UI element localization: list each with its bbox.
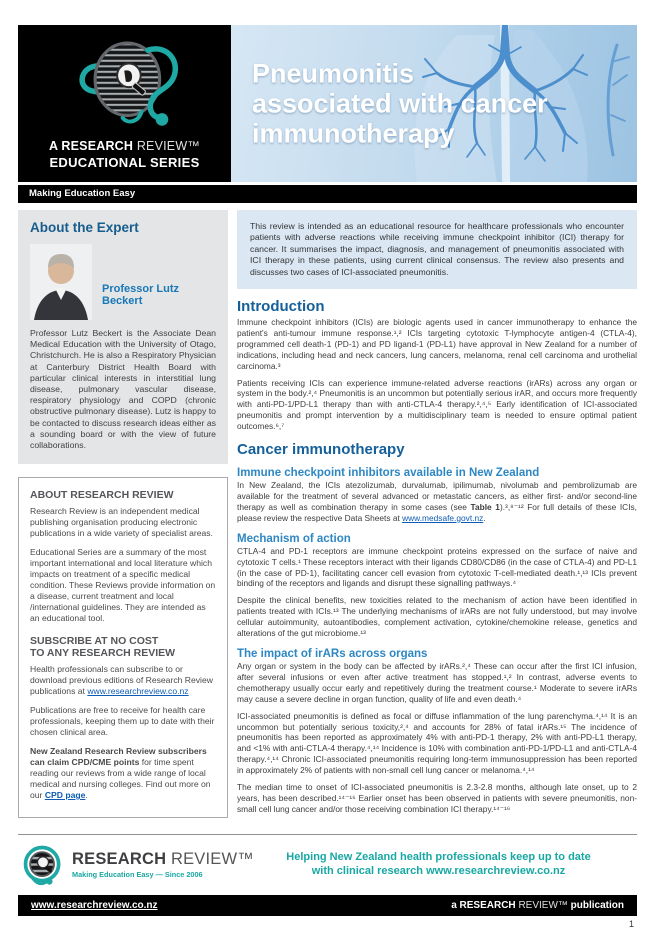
text-segment: New Zealand Research Review subscribers can claim CPD/CME points	[30, 746, 207, 768]
medsafe-link[interactable]: www.medsafe.govt.nz	[402, 512, 484, 523]
expert-bio: Professor Lutz Beckert is the Associate Dean Medical Education with the University of Otago, Christchurch. He is also a Respiratory Physician at Canterbury District Health Board with particular clinical interests in interstitial lung disease, pulmonary vascular disease, respiratory physiology and COPD (chronic obstructive pulmonary disease). Lutz is happy to be contacted to discuss research ideas either as a sounding board or with the view of future collaborations.	[30, 328, 216, 451]
about-expert-heading: About the Expert	[30, 220, 139, 235]
text-segment: a RESEARCH	[451, 899, 519, 911]
introduction-heading: Introduction	[237, 298, 325, 316]
title-line-1: Pneumonitis	[252, 58, 415, 89]
introduction-p2: Patients receiving ICIs can experience immune-related adverse reactions (irARs) across any organ or system in the body.²,⁴ Pneumonitis is an uncommon but potentially serious irAR, and occurs more frequently with anti-PD-1/PD-L1 therapy than with anti-CTLA-4 therapy.²,⁴,⁵ Early identification of ICI-associated pneumonitis and prompt intervention by a multidisciplinary team is needed to ensure optimal patient outcomes.⁶,⁷	[237, 377, 637, 432]
review-summary-box: This review is intended as an educational resource for healthcare professionals who encounter patients with adverse reactions while receiving immune checkpoint inhibitor (ICI) therapy for cancer. It summarises the impact, diagnosis, and management of pneumonitis associated with ICI therapy in these patients, using current clinical consensus. The review also presents and discusses two cases of ICI-associated pneumonitis.	[237, 210, 637, 289]
logo-line2: EDUCATIONAL SERIES	[49, 154, 200, 170]
cpd-points-p	[30, 746, 216, 801]
title-line-2: associated with cancer	[252, 88, 548, 119]
footer-tagline	[272, 851, 635, 878]
content	[18, 210, 637, 821]
sidebar	[18, 210, 228, 818]
research-review-logo-icon	[20, 842, 66, 888]
text-segment: .	[483, 512, 486, 523]
free-publications-p: Publications are free to receive for health care professionals, keeping them up to date with their chosen clinical area.	[30, 705, 215, 738]
subscribe-heading-line2: TO ANY RESEARCH REVIEW	[30, 647, 176, 660]
footer-tagline-line2: with clinical research www.researchreview.co.nz	[311, 864, 566, 877]
about-rr-heading: ABOUT RESEARCH REVIEW	[30, 489, 174, 502]
icis-heading: Immune checkpoint inhibitors available in New Zealand	[237, 467, 540, 480]
making-education-easy-bar: Making Education Easy	[18, 185, 637, 203]
text-segment: In New Zealand, the ICIs atezolizumab, durvalumab, ipilimumab, nivolumab and pembrolizumab are available for the treatment of several advanced or metastatic cancers, as either first- and/or second-line therapy as well as combination therapy in some cases (see	[237, 480, 637, 512]
subscribe-link[interactable]: www.researchreview.co.nz	[87, 686, 189, 697]
logo-line1	[49, 139, 200, 155]
text-segment: REVIEW™	[166, 850, 254, 869]
text-segment: REVIEW™	[518, 899, 568, 911]
footer-logo-tagline: Making Education Easy — Since 2006	[72, 870, 203, 880]
text-segment: Table 1	[470, 501, 500, 512]
title-banner	[231, 25, 637, 182]
text-segment: RESEARCH	[72, 850, 167, 869]
subscribe-p	[30, 664, 216, 697]
footer-logo-title	[72, 850, 254, 869]
expert-name: Professor Lutz Beckert	[102, 283, 180, 307]
text-segment: REVIEW™	[136, 139, 201, 154]
footer-logo-text	[72, 850, 254, 879]
stethoscope-globe-icon	[66, 36, 184, 132]
subscribe-heading-line1: SUBSCRIBE AT NO COST	[30, 634, 159, 647]
icis-p	[237, 480, 637, 524]
text-segment: .	[85, 790, 88, 801]
footer-publication-label	[451, 900, 624, 911]
impact-heading: The impact of irARs across organs	[237, 647, 428, 660]
impact-p1: Any organ or system in the body can be affected by irARs.²,⁴ These can occur after the first ICI infusion, after several infusions or even after active treatment has stopped.¹,² In contrast, adverse events to chemotherapy usually occur early and repetitively during the treatment course.¹ Moderate to severe irARs may cause a severe decline in organ function, quality of life and even death.⁴	[237, 660, 637, 704]
about-rr-p1: Research Review is an independent medical publishing organisation producing electronic publications in a wide variety of specialist areas.	[30, 505, 213, 538]
page-number: 1	[628, 918, 634, 929]
title-line-3: immunotherapy	[252, 118, 455, 149]
footer-row	[18, 835, 637, 895]
cpd-page-link[interactable]: CPD page	[44, 790, 86, 801]
text-segment: ).³,⁸⁻¹² For full details of these ICIs, please review the respective Data Sheets at	[237, 501, 637, 523]
expert-photo	[30, 244, 92, 320]
footer-logo	[20, 842, 272, 888]
about-rr-p2: Educational Series are a summary of the most important international and local literature which impacts on treatment of a specific medical condition. These Reviews provide information on a disease, current treatment and local /international guidelines. They are intended as an educational tool.	[30, 546, 216, 623]
text-segment: A RESEARCH	[48, 139, 137, 154]
cancer-immunotherapy-heading: Cancer immunotherapy	[237, 441, 405, 459]
impact-p3: The median time to onset of ICI-associated pneumonitis is 2.3-2.8 months, although late onset, up to 2 years, has been described.¹⁴⁻¹⁶ Earlier onset has been observed in patients with severe pneumonitis, non-small cell lung cancer and/or those receiving combination ICI therapy.¹⁴⁻¹⁶	[237, 782, 637, 814]
subscribe-heading	[30, 635, 216, 660]
text-segment: Health professionals can subscribe to or download previous editions of Research Review publications at	[30, 664, 213, 697]
mechanism-heading: Mechanism of action	[237, 532, 351, 545]
main-column	[237, 210, 637, 821]
about-expert-box	[18, 210, 228, 464]
impact-p2: ICI-associated pneumonitis is defined as focal or diffuse inflammation of the lung parenchyma.⁴,¹⁴ It is an uncommon but potentially serious toxicity,²,⁴ and accounts for 28% of fatal irARs.¹⁵ The incidence of pneumonitis has been reported as approximately 4% with anti-PD-1 therapy, 2% with anti-PD-L1 therapy, and <1% with anti-CTLA-4 therapy.⁴,¹⁴ Incidence is 10% with combination anti-PD-1/PD-L1 and anti-CTLA-4 therapy.⁴,¹⁴ Chronic ICI-associated pneumonitis requiring long-term immunosuppression has been reported in approximately 2% of patients with non-small cell lung cancer or melanoma.⁴,¹⁴	[237, 710, 637, 776]
publication-title	[252, 58, 548, 149]
mechanism-p2: Despite the clinical benefits, new toxicities related to the mechanism of action have been identified in patients treated with ICIs.¹³ The underlying mechanisms of irARs are not fully understood, but may involve cellular autoimmunity, autoantibodies, complement activation, cytokine/chemokine release, genetics and alterations of the gut microbiome.¹³	[237, 595, 637, 639]
footer-black-bar	[18, 895, 637, 916]
about-research-review-box	[18, 477, 228, 818]
footer	[18, 834, 637, 929]
text-segment: for time spent reading our reviews from a wide range of local medical and nursing colleges. Find out more on our	[30, 757, 211, 801]
introduction-p1: Immune checkpoint inhibitors (ICIs) are biologic agents used in cancer immunotherapy to enhance the patient's anti-tumour immune response.¹,² ICIs targeting cytotoxic T-lymphocyte antigen-4 (CTLA-4), programmed cell death-1 (PD-1) and PD ligand-1 (PD-L1) have approval in New Zealand for a number of indications, including head and neck cancers, lung cancers, melanoma, renal cell carcinoma and urothelial carcinoma.³	[237, 317, 637, 371]
mechanism-p1: CTLA-4 and PD-1 receptors are immune checkpoint proteins expressed on the surface of naive and cytotoxic T cells.¹ These receptors interact with their ligands CD80/CD86 (in the case of CTLA-4) and PD-L1 (in the case of PD-1), facilitating cancer cell evasion from cytotoxic T-cell-mediated death.¹,¹³ ICIs prevent binding of the receptors and ligands and disrupt these signalling pathways.⁴	[237, 545, 637, 589]
footer-tagline-line1: Helping New Zealand health professionals keep up to date	[286, 851, 591, 864]
header	[18, 25, 637, 182]
research-review-series-logo	[18, 25, 231, 182]
expert-photo-row	[30, 244, 216, 320]
footer-website-link[interactable]: www.researchreview.co.nz	[31, 899, 158, 911]
text-segment: publication	[567, 899, 624, 911]
